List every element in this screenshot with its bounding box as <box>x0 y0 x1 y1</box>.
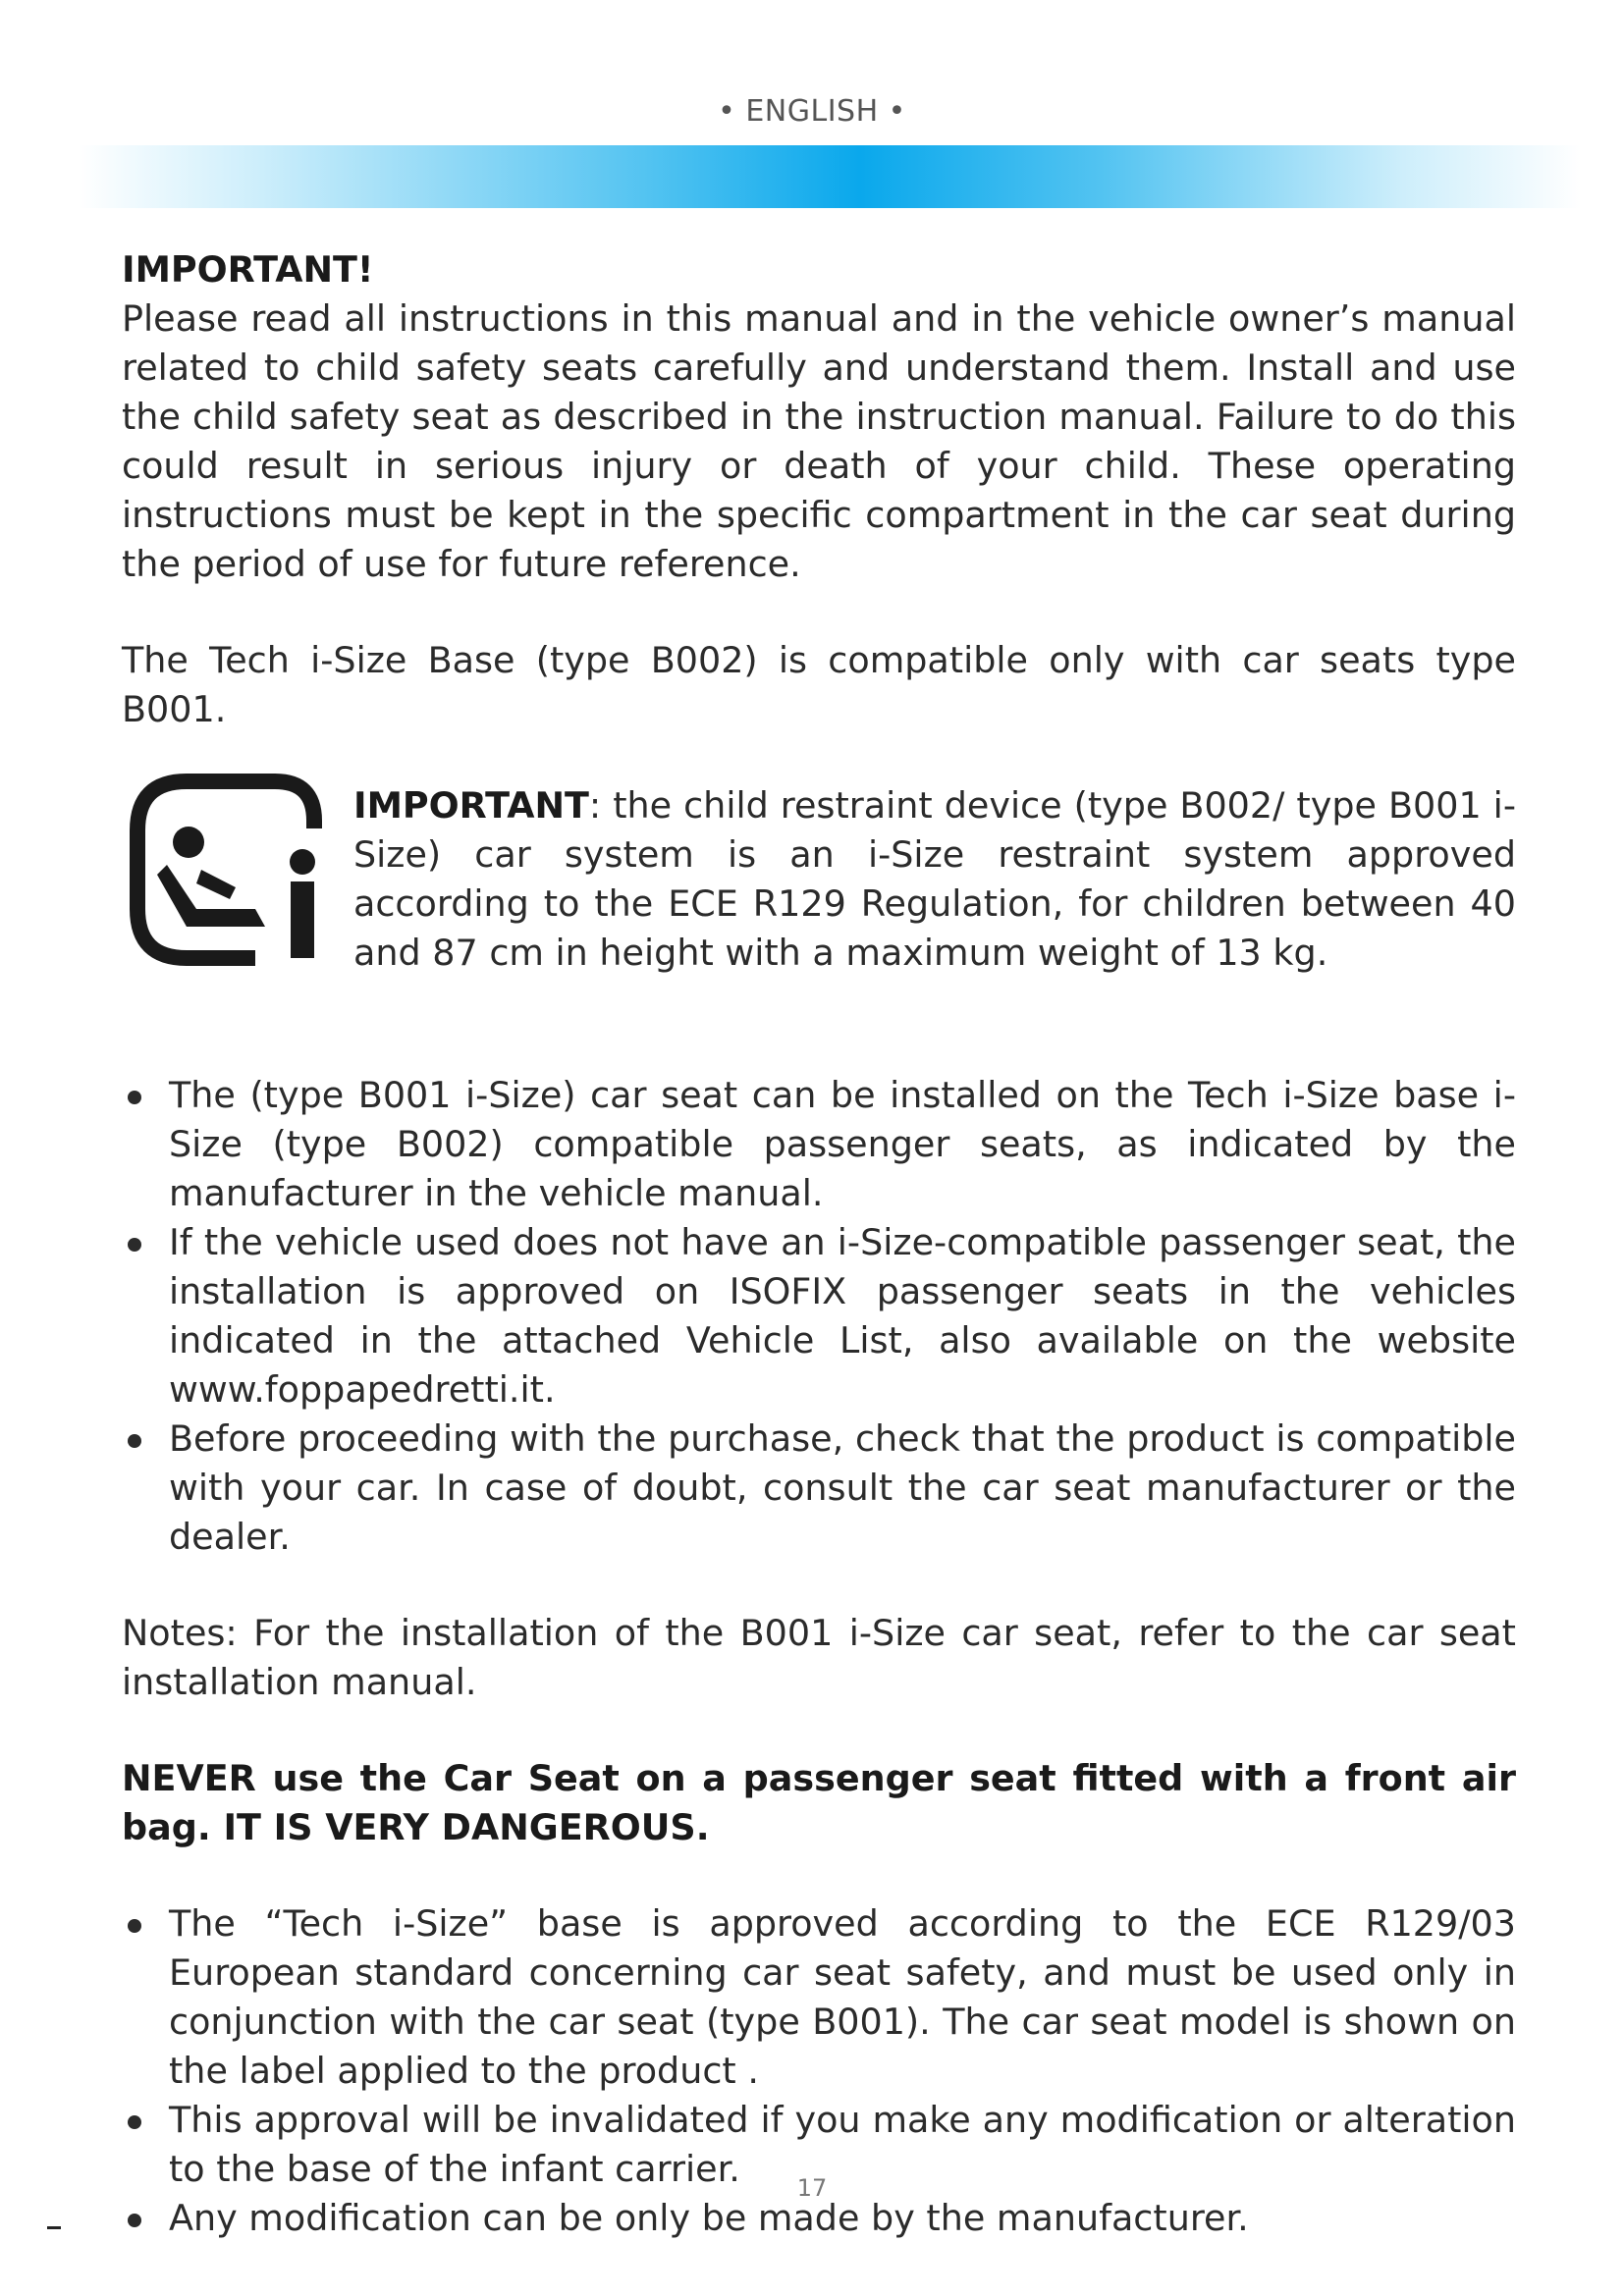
important-body: Please read all instructions in this manual and in the vehicle owner’s manual related to child safety seats carefully and understand them. Install and use the child safety seat as described in the instruction manual. Failure to do this could result in serious injury or death of your child. These operating instructions must be kept in the specific compartment in the car seat during the period of use for future reference. <box>122 297 1516 585</box>
isize-notice-body: : the child restraint device (type B002/ type B001 i-Size) car system is an i-Size restraint system approved according to the ECE R129 Regulation, for children between 40 and 87 cm in height with a maximum weight of 13 kg. <box>353 784 1516 974</box>
important-title: IMPORTANT! <box>122 248 374 291</box>
bullet-icon <box>128 2214 141 2227</box>
bullet-icon <box>128 2115 141 2129</box>
list-item: This approval will be invalidated if you make any modification or alteration to the base of the infant carrier. <box>122 2096 1516 2194</box>
bullet-icon <box>128 1919 141 1933</box>
header-color-band <box>79 145 1581 208</box>
margin-mark <box>47 2226 61 2229</box>
list-item: The (type B001 i-Size) car seat can be installed on the Tech i-Size base i-Size (type B002) compatible passenger seats, as indicated by the manufacturer in the vehicle manual. <box>122 1071 1516 1218</box>
isize-notice-text <box>353 781 1516 978</box>
bullet-icon <box>128 1434 141 1448</box>
page-number: 17 <box>796 2174 828 2202</box>
isize-notice-bold: IMPORTANT <box>353 784 589 827</box>
list-item: The “Tech i-Size” base is approved according to the ECE R129/03 European standard concerning car seat safety, and must be used only in conjunction with the car seat (type B001). The car seat model is shown on the label applied to the product . <box>122 1899 1516 2096</box>
list-item: If the vehicle used does not have an i-Size-compatible passenger seat, the installation is approved on ISOFIX passenger seats in the vehicles indicated in the attached Vehicle List, also available on the website www.foppapedretti.it. <box>122 1218 1516 1415</box>
installation-list <box>122 1071 1516 1562</box>
bullet-icon <box>128 1091 141 1104</box>
isize-notice <box>122 781 1516 978</box>
list-item: Any modification can be only be made by the manufacturer. <box>122 2194 1516 2243</box>
notes-text: Notes: For the installation of the B001 i-Size car seat, refer to the car seat installation manual. <box>122 1612 1516 1703</box>
i-size-logo-icon <box>128 772 324 968</box>
airbag-warning: NEVER use the Car Seat on a passenger seat fitted with a front air bag. IT IS VERY DANGEROUS. <box>122 1757 1516 1848</box>
language-header: • ENGLISH • <box>718 94 906 129</box>
compatibility-text: The Tech i-Size Base (type B002) is compatible only with car seats type B001. <box>122 639 1516 730</box>
list-item: Before proceeding with the purchase, check that the product is compatible with your car. In case of doubt, consult the car seat manufacturer or the dealer. <box>122 1415 1516 1562</box>
bullet-icon <box>128 1238 141 1252</box>
manual-content <box>122 245 1516 2243</box>
